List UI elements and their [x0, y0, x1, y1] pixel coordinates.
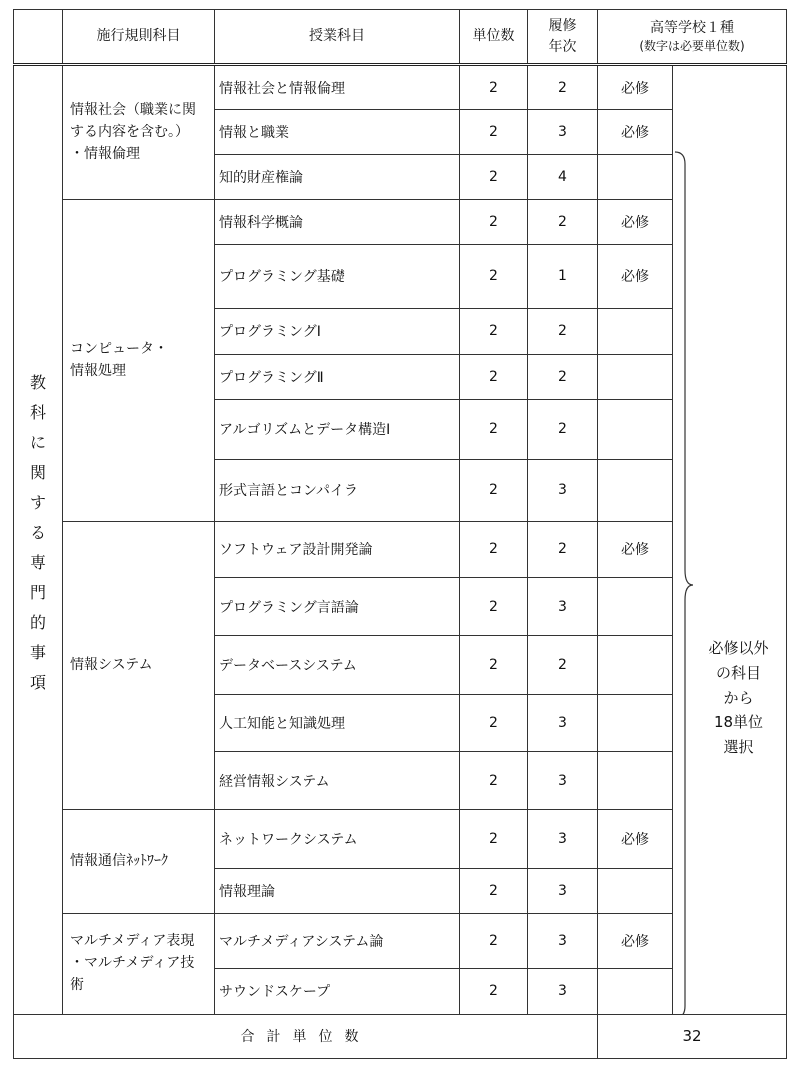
- elective-text: [691, 636, 786, 760]
- course-name: プログラミング基礎: [215, 245, 460, 308]
- course-units: 2: [460, 399, 528, 459]
- category-line: する内容を含む。）: [70, 123, 189, 140]
- course-required: 必修: [598, 913, 673, 968]
- elective-line: の科目: [715, 663, 761, 682]
- course-units: 2: [460, 459, 528, 521]
- course-name: 経営情報システム: [215, 752, 460, 810]
- category-line: 情報処理: [70, 362, 126, 379]
- header-license: [598, 10, 787, 65]
- course-name: データベースシステム: [215, 636, 460, 695]
- course-year: 2: [528, 399, 598, 459]
- category-line: 情報通信ﾈｯﾄﾜｰｸ: [70, 852, 168, 869]
- course-units: 2: [460, 752, 528, 810]
- course-required: [598, 695, 673, 752]
- elective-line: 選択: [723, 738, 754, 757]
- course-name: 人工知能と知識処理: [215, 695, 460, 752]
- course-year: 3: [528, 577, 598, 635]
- category-line: コンピュータ・: [70, 340, 168, 357]
- course-required: [598, 636, 673, 695]
- course-name: プログラミング言語論: [215, 577, 460, 635]
- category-computer: [63, 200, 215, 522]
- table-row: [14, 913, 787, 968]
- brace-icon: [673, 150, 693, 1014]
- category-info-society: [63, 65, 215, 200]
- course-year: 2: [528, 354, 598, 399]
- vertical-char: 的: [29, 612, 46, 632]
- course-required: [598, 577, 673, 635]
- course-units: 2: [460, 577, 528, 635]
- course-units: 2: [460, 110, 528, 155]
- header-regulation: 施行規則科目: [63, 10, 215, 65]
- course-name: サウンドスケープ: [215, 968, 460, 1014]
- vertical-char: 科: [29, 402, 46, 422]
- header-course: 授業科目: [215, 10, 460, 65]
- course-required: [598, 308, 673, 354]
- table-row: [14, 200, 787, 245]
- category-network: [63, 810, 215, 913]
- course-year: 3: [528, 752, 598, 810]
- course-units: 2: [460, 695, 528, 752]
- elective-line: 18単位: [713, 713, 764, 732]
- course-name: 情報と職業: [215, 110, 460, 155]
- header-row: [14, 10, 787, 65]
- header-units: 単位数: [460, 10, 528, 65]
- course-units: 2: [460, 968, 528, 1014]
- header-year-line2: 年次: [548, 38, 577, 55]
- course-year: 3: [528, 459, 598, 521]
- elective-line: 必修以外: [708, 639, 769, 658]
- course-name: 情報社会と情報倫理: [215, 65, 460, 110]
- course-required: [598, 968, 673, 1014]
- course-year: 2: [528, 200, 598, 245]
- course-required: [598, 868, 673, 913]
- course-name: 知的財産権論: [215, 155, 460, 200]
- course-year: 2: [528, 308, 598, 354]
- course-units: 2: [460, 868, 528, 913]
- course-units: 2: [460, 636, 528, 695]
- curriculum-table: [13, 9, 787, 1059]
- category-line: 術: [70, 976, 84, 993]
- course-year: 1: [528, 245, 598, 308]
- course-year: 3: [528, 695, 598, 752]
- vertical-char: 教: [29, 372, 46, 392]
- table-row: [14, 65, 787, 110]
- course-units: 2: [460, 200, 528, 245]
- vertical-char: に: [29, 432, 46, 452]
- vertical-char: 関: [29, 462, 46, 482]
- course-year: 2: [528, 521, 598, 577]
- vertical-char: る: [29, 522, 46, 542]
- course-required: [598, 354, 673, 399]
- header-license-line2: (数字は必要単位数): [639, 39, 745, 53]
- vertical-char: す: [29, 492, 46, 512]
- table-row: [14, 521, 787, 577]
- course-units: 2: [460, 308, 528, 354]
- table-row: [14, 810, 787, 868]
- course-required: [598, 459, 673, 521]
- course-year: 3: [528, 110, 598, 155]
- course-name: マルチメディアシステム論: [215, 913, 460, 968]
- vertical-char: 専: [29, 552, 46, 572]
- course-required: [598, 752, 673, 810]
- course-units: 2: [460, 155, 528, 200]
- course-name: ネットワークシステム: [215, 810, 460, 868]
- vertical-char: 項: [29, 672, 46, 692]
- course-units: 2: [460, 65, 528, 110]
- header-license-line1: 高等学校１種: [650, 19, 734, 36]
- elective-line: から: [723, 688, 754, 707]
- vertical-char: 門: [29, 582, 46, 602]
- course-name: 情報理論: [215, 868, 460, 913]
- course-name: ソフトウェア設計開発論: [215, 521, 460, 577]
- course-name: アルゴリズムとデータ構造Ⅰ: [215, 399, 460, 459]
- course-required: 必修: [598, 810, 673, 868]
- total-label: 合計単位数: [14, 1014, 598, 1058]
- course-name: プログラミングⅡ: [215, 354, 460, 399]
- header-year: [528, 10, 598, 65]
- course-units: 2: [460, 521, 528, 577]
- course-year: 2: [528, 65, 598, 110]
- course-year: 3: [528, 913, 598, 968]
- course-year: 3: [528, 810, 598, 868]
- header-year-line1: 履修: [548, 18, 577, 35]
- elective-note: [673, 65, 787, 1015]
- course-required: 必修: [598, 65, 673, 110]
- course-units: 2: [460, 810, 528, 868]
- header-corner: [14, 10, 63, 65]
- total-row: [14, 1014, 787, 1058]
- category-line: ・マルチメディア技: [70, 954, 195, 971]
- total-value: 32: [598, 1014, 787, 1058]
- category-info-systems: [63, 521, 215, 810]
- course-required: 必修: [598, 245, 673, 308]
- category-multimedia: [63, 913, 215, 1014]
- course-name: 形式言語とコンパイラ: [215, 459, 460, 521]
- course-units: 2: [460, 245, 528, 308]
- course-required: 必修: [598, 521, 673, 577]
- vertical-section-label: [14, 65, 63, 1015]
- course-name: 情報科学概論: [215, 200, 460, 245]
- course-units: 2: [460, 913, 528, 968]
- category-line: マルチメディア表現: [70, 933, 195, 950]
- course-required: 必修: [598, 110, 673, 155]
- course-required: 必修: [598, 200, 673, 245]
- course-name: プログラミングⅠ: [215, 308, 460, 354]
- course-required: [598, 399, 673, 459]
- course-required: [598, 155, 673, 200]
- category-line: 情報社会（職業に関: [70, 102, 196, 119]
- course-year: 3: [528, 868, 598, 913]
- course-year: 3: [528, 968, 598, 1014]
- course-year: 2: [528, 636, 598, 695]
- category-line: 情報システム: [70, 656, 153, 673]
- vertical-char: 事: [29, 642, 46, 662]
- course-units: 2: [460, 354, 528, 399]
- category-line: ・情報倫理: [70, 145, 140, 162]
- course-year: 4: [528, 155, 598, 200]
